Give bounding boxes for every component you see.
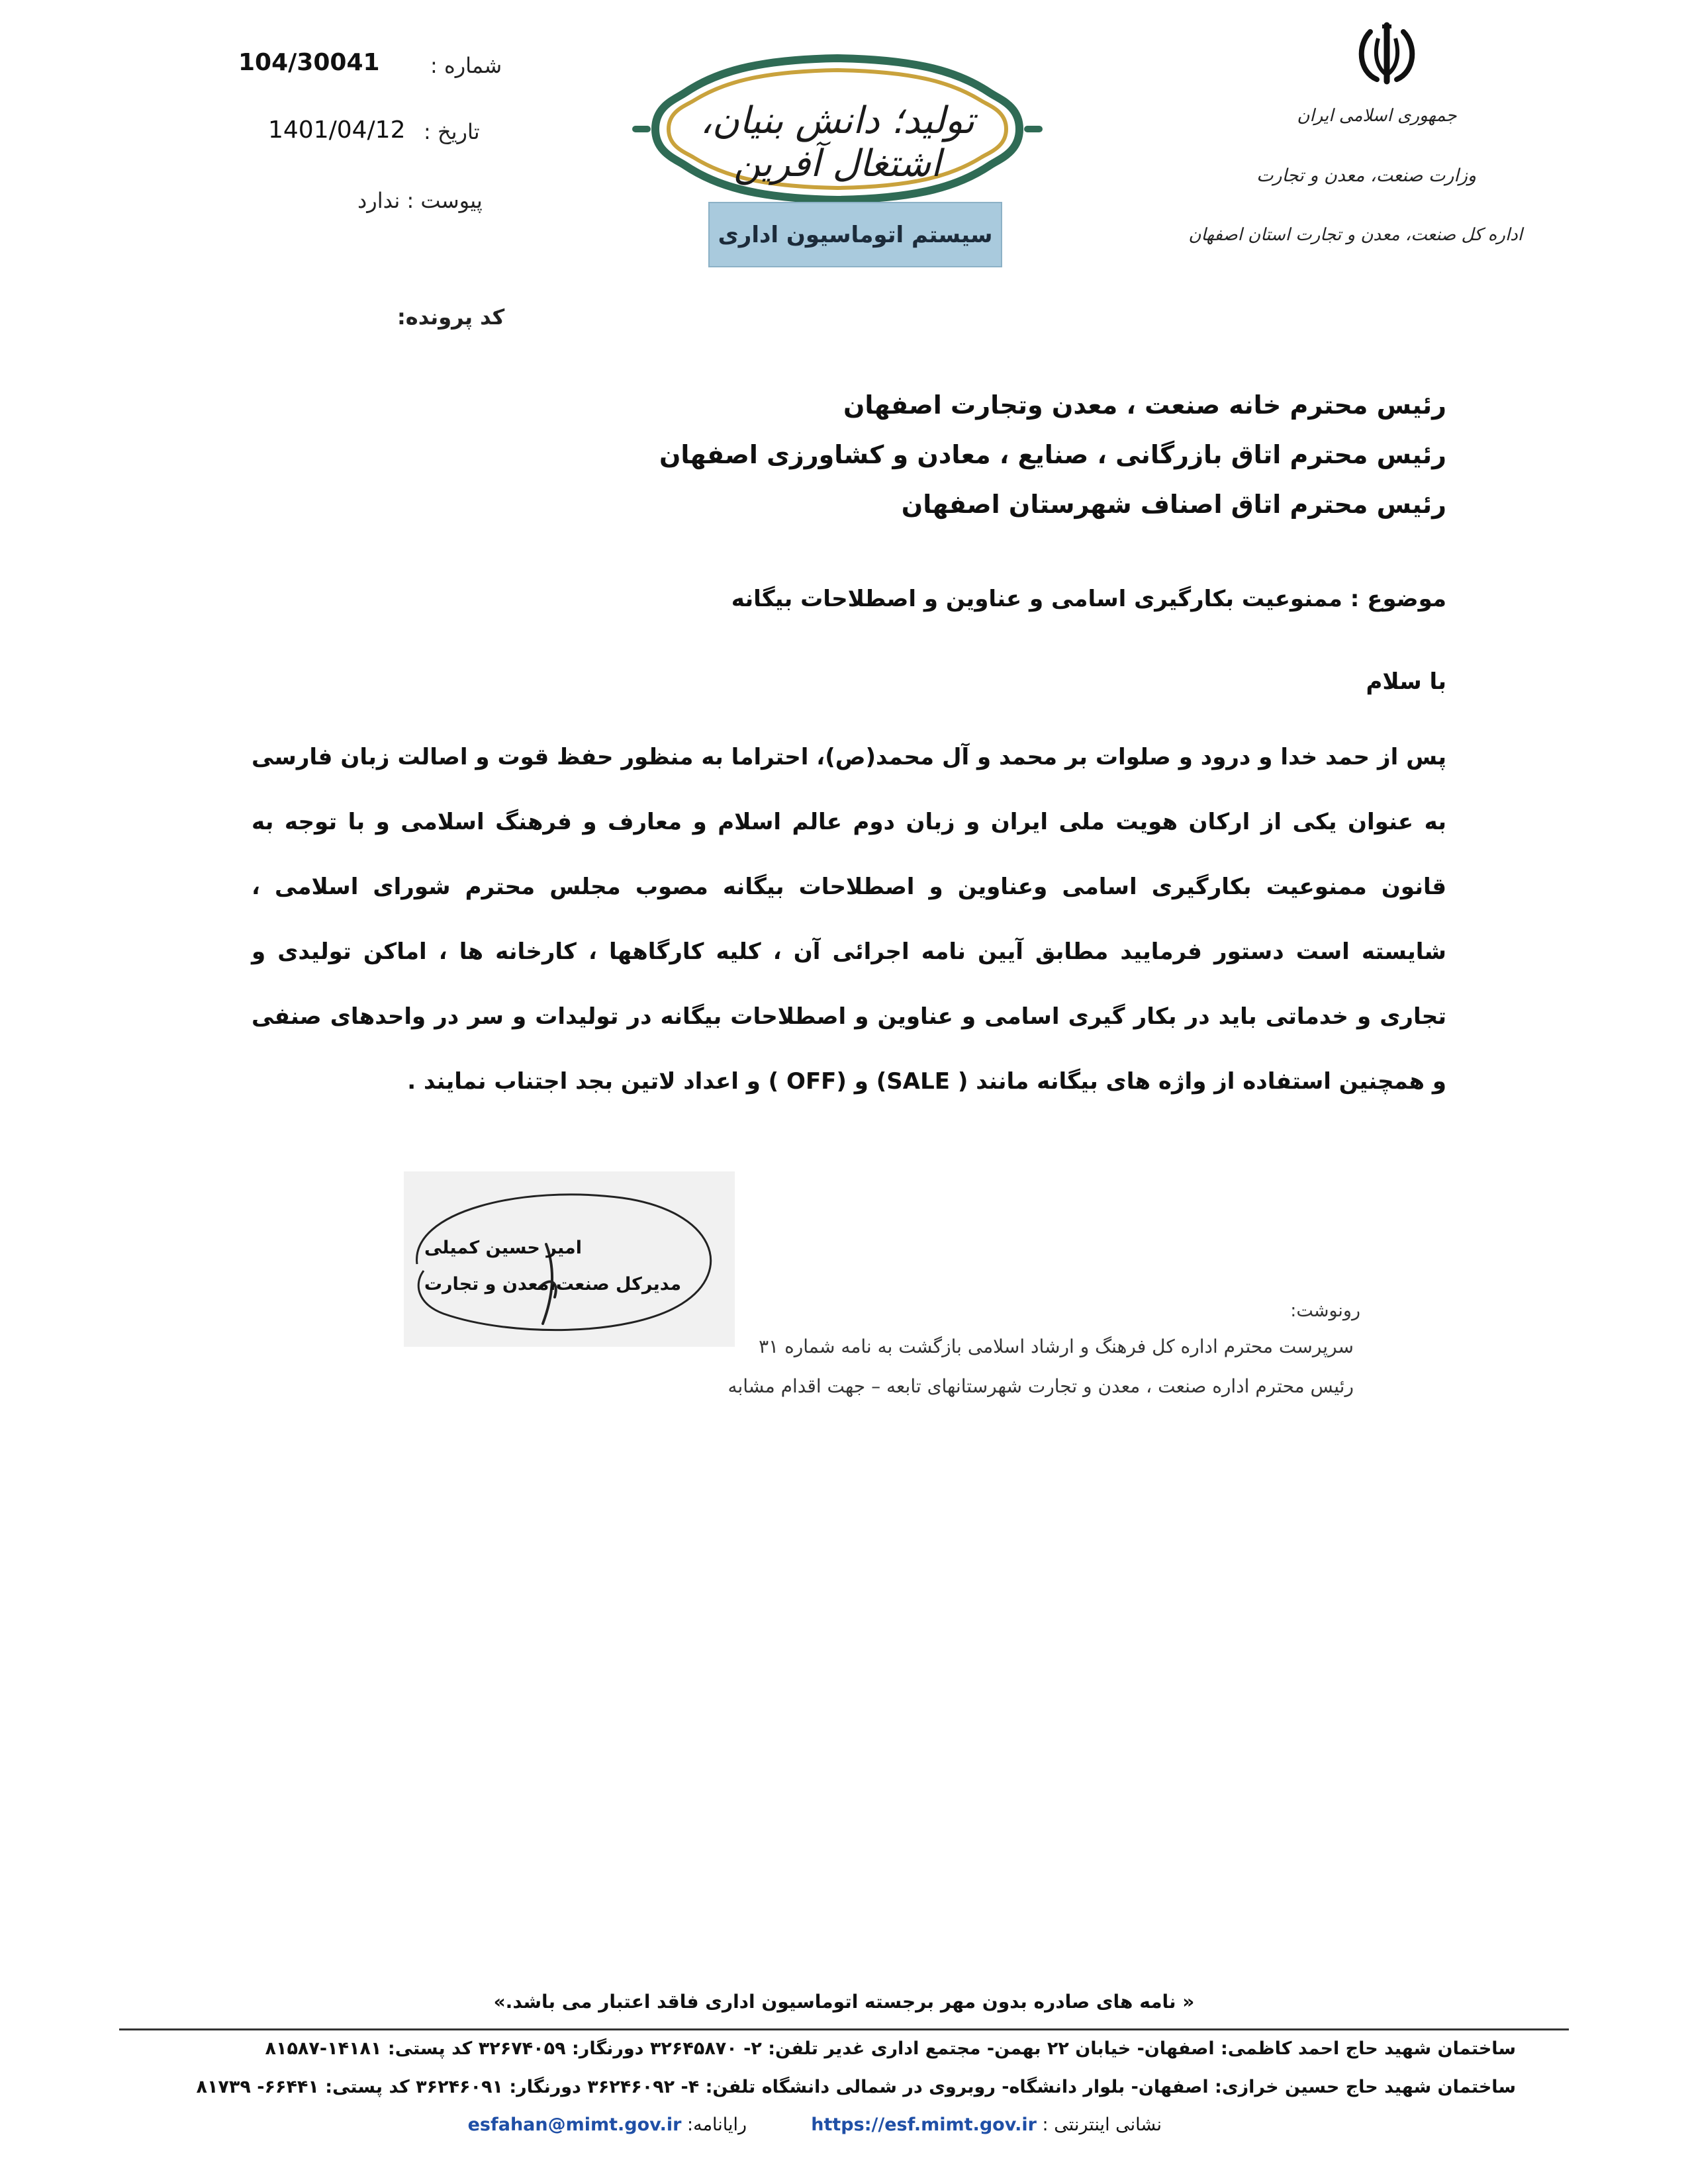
date-label: تاریخ : [424,119,480,144]
cc-line: سرپرست محترم اداره کل فرهنگ و ارشاد اسلامی بازگشت به نامه شماره ۳۱ [759,1336,1354,1357]
website-label: نشانی اینترنتی : [1042,2115,1162,2135]
case-code-label: کد پرونده: [397,304,505,330]
email-link[interactable]: esfahan@mimt.gov.ir [467,2115,682,2135]
greeting: با سلام [1366,668,1446,695]
signer-name: امیر حسین کمیلی [424,1238,582,1258]
cc-line: رئیس محترم اداره صنعت ، معدن و تجارت شهرستانهای تابعه – جهت اقدام مشابه [727,1375,1354,1397]
address-line: ساختمان شهید حاج احمد کاظمی: اصفهان- خیابان ۲۲ بهمن- مجتمع اداری غدیر تلفن: ۲- ۳۲۶۴۵۸۷۰ دورنگار: ۳۲۶۷۴۰۵۹ کد پستی: ۱۴۱۸۱-۸۱۵۸۷ [265,2038,1516,2059]
cc-label: رونوشت: [1290,1300,1360,1321]
recipient-line: رئیس محترم اتاق بازرگانی ، صنایع ، معادن و کشاورزی اصفهان [659,440,1446,469]
recipient-line: رئیس محترم اتاق اصناف شهرستان اصفهان [901,490,1446,519]
email-label: رایانامه: [687,2115,747,2135]
automation-system-stamp [708,202,1002,267]
stamp-label: سیستم اتوماسیون اداری [718,221,993,248]
signature-scribble [404,1171,735,1347]
office-name: اداره کل صنعت، معدن و تجارت استان اصفهان [1188,225,1523,245]
letter-date: 1401/04/12 [268,116,406,144]
number-label: شماره : [430,53,502,78]
iran-emblem-icon [1350,19,1423,91]
ministry-name: وزارت صنعت، معدن و تجارت [1256,165,1476,186]
recipient-line: رئیس محترم خانه صنعت ، معدن وتجارت اصفهان [843,390,1446,420]
attachment-info: پیوست : ندارد [357,188,483,213]
address-line: ساختمان شهید حاج حسین خرازی: اصفهان- بلوار دانشگاه- روبروی در شمالی دانشگاه تلفن: ۴- ۳۶۲۴۶۰۹۲ دورنگار: ۳۶۲۴۶۰۹۱ کد پستی: ۶۶۴۴۱- ۸۱۷۳۹ [196,2077,1516,2097]
signer-title: مدیرکل صنعت،معدن و تجارت [424,1274,682,1295]
website-link[interactable]: https://esf.mimt.gov.ir [811,2115,1037,2135]
contact-row [424,2115,1162,2135]
letter-subject: موضوع : ممنوعیت بکارگیری اسامی و عناوین و اصطلاحات بیگانه [731,586,1446,612]
letter-number: 104/30041 [238,49,380,76]
footer-divider [119,2028,1569,2030]
slogan-text: تولید؛ دانش بنیان، اشتغال آفرین [700,99,975,185]
letter-body: پس از حمد خدا و درود و صلوات بر محمد و آل محمد(ص)، احتراما به منظور حفظ قوت و اصالت زبان فارسی به عنوان یکی از ارکان هویت ملی ایران و زبان دوم عالم اسلام و معارف و فرهنگ اسلامی و با توجه به قانون ممنوعیت بکارگیری اسامی وعناوین و اصطلاحات بیگانه مصوب مجلس محترم شورای اسلامی ، شایسته است دستور فرمایید مطابق آیین نامه اجرائی آن ، کلیه کارگاهها ، کارخانه ها ، اماکن تولیدی و تجاری و خدماتی باید در بکار گیری اسامی و عناوین و اصطلاحات بیگانه در تولیدات و سر در واحدهای صنفی و همچنین استفاده از واژه های بیگانه مانند ( SALE) و (OFF ) و اعداد لاتین بجد اجتناب نمایند . [252,744,1446,1095]
country-name: جمهوری اسلامی ایران [1297,106,1457,126]
validity-notice: « نامه های صادره بدون مهر برجسته اتوماسیون اداری فاقد اعتبار می باشد.» [493,1991,1195,2013]
